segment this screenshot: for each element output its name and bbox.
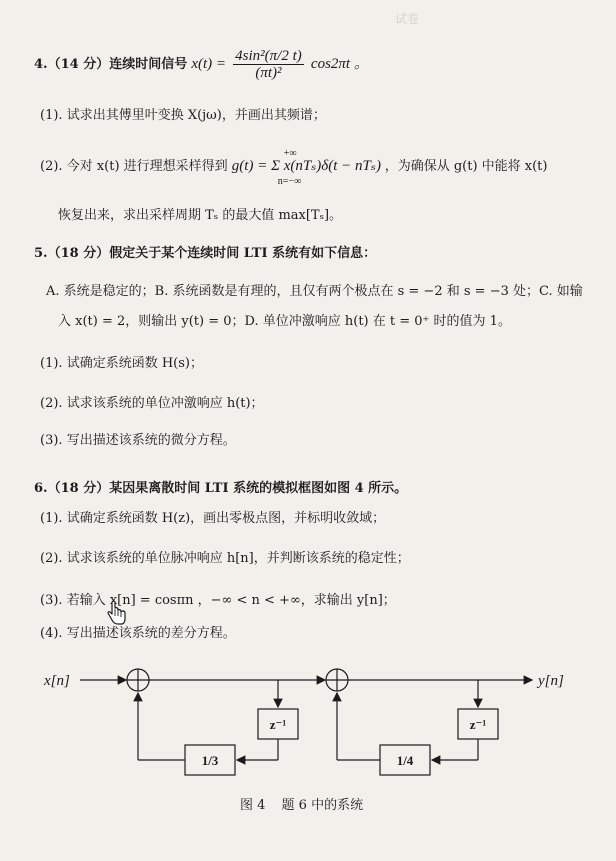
q5-p1-text: 试确定系统函数 H(s)； [66,356,203,371]
q6-p1-text: 试确定系统函数 H(z)，画出零极点图，并标明收敛域； [66,511,386,526]
q6-p4-number: (4). [40,626,63,641]
q4-signal-fraction [233,48,304,81]
q5-p3-number: (3). [40,433,63,448]
q4-p2-text-a: 今对 x(t) 进行理想采样得到 [66,159,228,174]
q5-part2 [40,396,264,412]
q5-heading: 5.（18 分）假定关于某个连续时间 LTI 系统有如下信息： [34,246,377,261]
system-block-diagram [0,655,616,805]
bleed-through-header: 试卷 [395,12,420,26]
q4-p2-text-c: 恢复出来，求出采样周期 Tₛ 的最大值 max[Tₛ]。 [58,208,343,223]
q6-p3-text: 若输入 x[n] = cosπn ，−∞ < n < +∞，求输出 y[n]； [66,593,396,608]
q6-part4 [40,626,236,642]
q4-numerator: 4sin²(π/2 t) [235,48,302,64]
q4-sampling-expression: g(t) = Σ x(nTₛ)δ(t − nTₛ) [231,158,381,174]
q4-heading [34,48,369,81]
gain-2-label: 1/4 [396,753,414,768]
gain-1-label: 1/3 [201,753,219,768]
q5-part3 [40,433,236,449]
figure-number: 图 4 [240,798,266,813]
q5-p3-text: 写出描述该系统的微分方程。 [66,433,236,448]
q5-info-line-a: A. 系统是稳定的；B. 系统函数是有理的，且仅有两个极点在 s = −2 和 s = −3 处；C. 如输 [46,284,583,299]
q5-p2-text: 试求该系统的单位冲激响应 h(t)； [66,396,264,411]
q6-p2-number: (2). [40,551,63,566]
figure-title: 题 6 中的系统 [281,798,364,813]
q6-p2-text: 试求该系统的单位脉冲响应 h[n]，并判断该系统的稳定性； [66,551,410,566]
figure-caption [240,798,363,814]
q6-p4-text: 写出描述该系统的差分方程。 [66,626,236,641]
q6-p1-number: (1). [40,511,63,526]
q4-tail: cos2πt 。 [310,56,369,72]
q4-part2-continued [58,208,342,224]
input-label: x[n] [44,673,70,689]
q6-part2 [40,551,410,567]
q5-p1-number: (1). [40,356,63,371]
q4-p1-text: 试求出其傅里叶变换 X(jω)，并画出其频谱； [66,108,326,123]
q4-signal-lhs: x(t) = [191,56,227,72]
q5-part1 [40,356,203,372]
q4-p2-text-b: ，为确保从 g(t) 中能将 x(t) [384,159,548,174]
q5-info-line-b: 入 x(t) = 2，则输出 y(t) = 0；D. 单位冲激响应 h(t) 在 t = 0⁺ 时的值为 1。 [58,314,511,329]
q4-part2 [40,148,548,187]
q6-p3-number: (3). [40,593,63,608]
output-label: y[n] [538,673,564,689]
q4-denominator: (πt)² [255,65,282,81]
q6-part3 [40,593,396,609]
q4-sum-lower-limit: n=−∞ [277,176,302,187]
delay-1-label: z⁻¹ [269,717,287,732]
hand-pointer-cursor-icon [106,600,128,628]
q4-sum-upper-limit: +∞ [283,148,297,159]
q6-part1 [40,511,385,527]
q4-part1 [40,108,326,124]
delay-2-label: z⁻¹ [469,717,487,732]
q4-p1-number: (1). [40,108,63,123]
q4-p2-number: (2). [40,159,63,174]
q4-head: 4.（14 分）连续时间信号 [34,57,188,72]
q6-heading: 6.（18 分）某因果离散时间 LTI 系统的模拟框图如图 4 所示。 [34,481,408,496]
q4-sampling-equation [231,148,385,187]
q5-p2-number: (2). [40,396,63,411]
